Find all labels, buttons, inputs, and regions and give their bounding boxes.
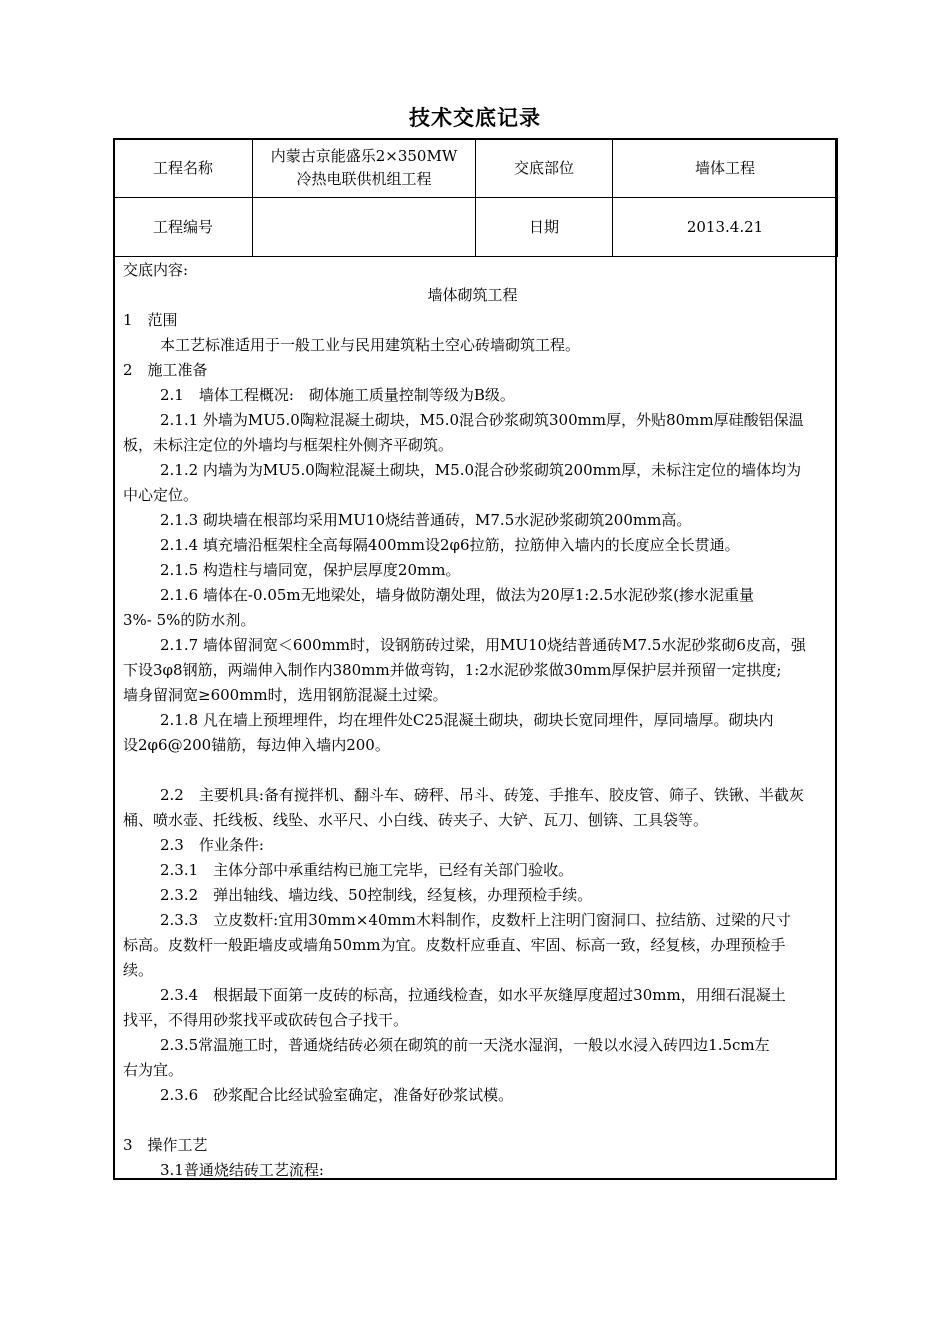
paragraph-line: 中心定位。 (123, 486, 199, 504)
paragraph-line: 2.2 主要机具:备有搅拌机、翻斗车、磅秤、吊斗、砖笼、手推车、胶皮管、筛子、铁锹、半截灰 (160, 786, 804, 804)
paragraph-line: 2.1.6 墙体在-0.05m无地梁处，墙身做防潮处理，做法为20厚1:2.5水泥砂浆(掺水泥重量 (160, 586, 755, 604)
project-name-line-1: 内蒙古京能盛乐2×350MW (270, 147, 458, 165)
paragraph-line: 标高。皮数杆一般距墙皮或墙角50mm为宜。皮数杆应垂直、牢固、标高一致，经复核，办理预检手 (123, 936, 786, 954)
paragraph-line: 下设3φ8钢筋，两端伸入制作内380mm并做弯钩，1:2水泥砂浆做30mm厚保护层并预留一定拱度; (123, 661, 782, 679)
paragraph-line: 续。 (123, 961, 154, 979)
paragraph-line: 2.3.1 主体分部中承重结构已施工完毕，已经有关部门验收。 (160, 861, 574, 879)
paragraph-line: 2.1.8 凡在墙上预埋埋件，均在埋件处C25混凝土砌块，砌块长宽同埋件，厚同墙厚。砌块内 (160, 711, 774, 729)
location-label: 交底部位 (476, 139, 613, 198)
content-subtitle: 墙体砌筑工程 (427, 286, 518, 304)
date-label: 日期 (476, 198, 613, 257)
section-1-heading: 1 范围 (123, 311, 178, 329)
location-value: 墙体工程 (613, 139, 838, 198)
paragraph-line: 2.3.2 弹出轴线、墙边线、50控制线，经复核，办理预检手续。 (160, 886, 593, 904)
paragraph-line: 2.3 作业条件: (160, 836, 264, 854)
content-label: 交底内容: (123, 261, 189, 279)
paragraph-line: 2.3.5常温施工时，普通烧结砖必须在砌筑的前一天浇水湿润，一般以水浸入砖四边1.5cm左 (160, 1036, 770, 1054)
paragraph-line: 右为宜。 (123, 1061, 184, 1079)
paragraph-line: 2.3.3 立皮数杆:宜用30mm×40mm木料制作，皮数杆上注明门窗洞口、拉结筋、过梁的尺寸 (160, 911, 791, 929)
paragraph-line: 2.1.1 外墙为MU5.0陶粒混凝土砌块，M5.0混合砂浆砌筑300mm厚，外贴80mm厚硅酸铝保温 (160, 411, 804, 429)
project-name-label: 工程名称 (114, 139, 253, 198)
page-title: 技术交底记录 (409, 105, 541, 130)
paragraph-line: 2.1.3 砌块墙在根部均采用MU10烧结普通砖，M7.5水泥砂浆砌筑200mm高。 (160, 511, 692, 529)
paragraph-line: 2.1.4 填充墙沿框架柱全高每隔400mm设2φ6拉筋，拉筋伸入墙内的长度应全长贯通。 (160, 536, 740, 554)
paragraph-line: 3%- 5%的防水剂。 (123, 611, 256, 629)
paragraph-line: 2.3.6 砂浆配合比经试验室确定，准备好砂浆试模。 (160, 1086, 514, 1104)
paragraph-line: 2.1.7 墙体留洞宽＜600mm时，设钢筋砖过梁，用MU10烧结普通砖M7.5水泥砂浆砌6皮高，强 (160, 636, 806, 654)
blank-line (115, 1108, 830, 1133)
section-3-heading: 3 操作工艺 (123, 1136, 208, 1154)
paragraph-line: 桶、喷水壶、托线板、线坠、水平尺、小白线、砖夹子、大铲、瓦刀、刨锛、工具袋等。 (123, 811, 709, 829)
date-value: 2013.4.21 (613, 198, 838, 257)
project-no-label: 工程编号 (114, 198, 253, 257)
blank-line (115, 758, 830, 783)
paragraph-line: 2.1.5 构造柱与墙同宽，保护层厚度20mm。 (160, 561, 461, 579)
paragraph-line: 3.1普通烧结砖工艺流程: (160, 1161, 324, 1179)
paragraph-line: 本工艺标准适用于一般工业与民用建筑粘土空心砖墙砌筑工程。 (160, 336, 581, 354)
paragraph-line: 2.1 墙体工程概况: 砌体施工质量控制等级为B级。 (160, 386, 515, 404)
paragraph-line: 墙身留洞宽≥600mm时，选用钢筋混凝土过梁。 (123, 686, 448, 704)
section-2-heading: 2 施工准备 (123, 361, 208, 379)
project-name-line-2: 冷热电联供机组工程 (296, 170, 432, 188)
paragraph-line: 找平，不得用砂浆找平或砍砖包合子找干。 (123, 1011, 409, 1029)
paragraph-line: 2.1.2 内墙为为MU5.0陶粒混凝土砌块，M5.0混合砂浆砌筑200mm厚，未标注定位的墙体均为 (160, 461, 802, 479)
content-body (115, 258, 830, 1183)
paragraph-line: 2.3.4 根据最下面第一皮砖的标高，拉通线检查，如水平灰缝厚度超过30mm，用细石混凝土 (160, 986, 786, 1004)
paragraph-line: 设2φ6@200锚筋，每边伸入墙内200。 (123, 736, 390, 754)
paragraph-line: 板，未标注定位的外墙均与框架柱外侧齐平砌筑。 (123, 436, 454, 454)
